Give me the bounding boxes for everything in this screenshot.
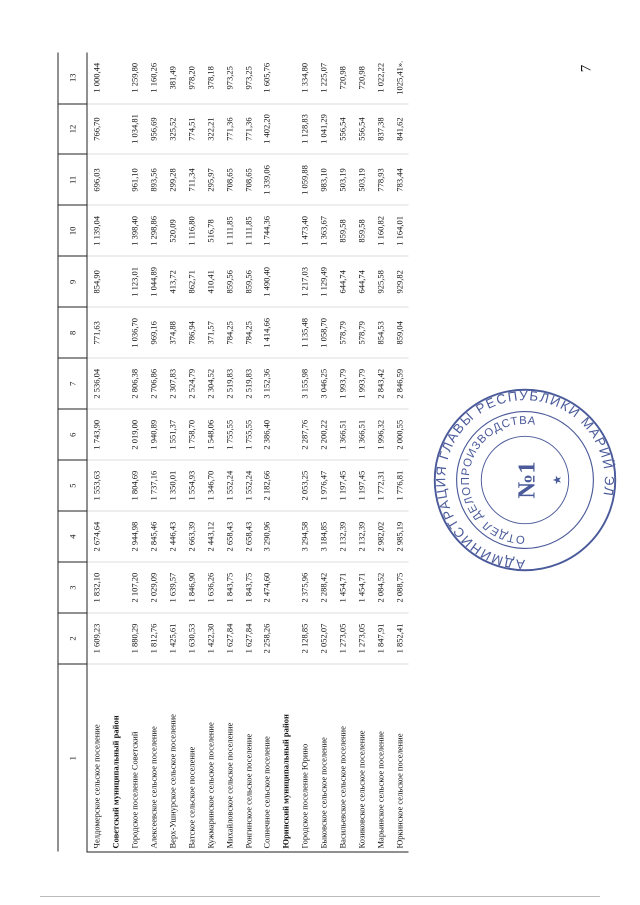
- table-cell: 556,54: [352, 104, 371, 155]
- table-cell: 973,25: [239, 53, 258, 104]
- table-cell: 1 846,90: [182, 562, 201, 613]
- row-label: Марьинское сельское поселение: [371, 664, 390, 852]
- table-cell: 1 273,05: [333, 613, 352, 664]
- table-cell: [276, 256, 295, 307]
- table-cell: 859,04: [390, 307, 409, 358]
- table-cell: 1 034,81: [125, 104, 144, 155]
- table-cell: [106, 460, 125, 511]
- table-cell: 1 940,89: [144, 409, 163, 460]
- row-label: Юркинское сельское поселение: [390, 664, 409, 852]
- table-cell: [276, 460, 295, 511]
- district-header-row: [106, 53, 125, 853]
- table-cell: [106, 409, 125, 460]
- table-cell: 520,09: [163, 205, 182, 256]
- table-cell: [276, 154, 295, 205]
- table-cell: 1 755,55: [220, 409, 239, 460]
- table-cell: 2 674,64: [87, 511, 106, 562]
- table-cell: 778,93: [371, 154, 390, 205]
- column-header-row: [58, 53, 87, 853]
- table-cell: 1 044,89: [144, 256, 163, 307]
- table-cell: 322,21: [201, 104, 220, 155]
- table-cell: 774,51: [182, 104, 201, 155]
- table-cell: 2 107,20: [125, 562, 144, 613]
- table-cell: 3 046,25: [314, 358, 333, 409]
- table-cell: 2 088,75: [390, 562, 409, 613]
- table-row: [163, 53, 182, 853]
- stamp-outer-text: АДМИНИСТРАЦИЯ ГЛАВЫ РЕСПУБЛИКИ МАРИЙ ЭЛ: [433, 388, 617, 572]
- table-cell: 1 164,01: [390, 205, 409, 256]
- table-cell: 516,78: [201, 205, 220, 256]
- table-cell: 1 812,76: [144, 613, 163, 664]
- data-table: [58, 53, 409, 853]
- table-cell: 1 363,67: [314, 205, 333, 256]
- table-row: [314, 53, 333, 853]
- table-cell: 973,25: [220, 53, 239, 104]
- table-cell: 644,74: [352, 256, 371, 307]
- table-cell: 1 755,55: [239, 409, 258, 460]
- table-cell: 1 627,84: [220, 613, 239, 664]
- table-cell: [106, 358, 125, 409]
- row-label: Кужмаринское сельское поселение: [201, 664, 220, 852]
- table-cell: 1 366,51: [333, 409, 352, 460]
- table-cell: 1 123,01: [125, 256, 144, 307]
- stamp-inner-text: ОТДЕЛ ДЕЛОПРОИЗВОДСТВА: [459, 414, 537, 546]
- table-cell: 2 132,39: [352, 511, 371, 562]
- table-cell: [276, 53, 295, 104]
- table-cell: [106, 562, 125, 613]
- table-cell: 2 536,04: [87, 358, 106, 409]
- table-cell: 1 551,37: [163, 409, 182, 460]
- table-cell: 711,34: [182, 154, 201, 205]
- table-cell: 893,56: [144, 154, 163, 205]
- column-header: 4: [58, 511, 87, 562]
- table-cell: 1 022,22: [371, 53, 390, 104]
- table-cell: [276, 358, 295, 409]
- row-label: Городское поселение Юрино: [295, 664, 314, 852]
- table-cell: 2 304,52: [201, 358, 220, 409]
- table-cell: [106, 511, 125, 562]
- table-cell: 1 454,71: [333, 562, 352, 613]
- table-cell: 2 443,12: [201, 511, 220, 562]
- table-cell: 1 627,84: [239, 613, 258, 664]
- table-cell: 1 552,24: [239, 460, 258, 511]
- table-cell: 556,54: [333, 104, 352, 155]
- table-cell: 1 473,40: [295, 205, 314, 256]
- table-cell: 720,98: [352, 53, 371, 104]
- table-cell: 859,58: [352, 205, 371, 256]
- row-label: Ватское сельское поселение: [182, 664, 201, 852]
- table-cell: 2 287,76: [295, 409, 314, 460]
- table-cell: 2 474,60: [258, 562, 277, 613]
- table-cell: 1 758,70: [182, 409, 201, 460]
- table-cell: 578,79: [333, 307, 352, 358]
- table-cell: 2 519,83: [239, 358, 258, 409]
- table-cell: 956,69: [144, 104, 163, 155]
- table-cell: [276, 562, 295, 613]
- table-cell: 2 000,55: [390, 409, 409, 460]
- table-cell: 859,58: [333, 205, 352, 256]
- table-cell: 374,88: [163, 307, 182, 358]
- table-cell: 1 548,06: [201, 409, 220, 460]
- table-cell: 1 743,90: [87, 409, 106, 460]
- table-cell: 1 772,31: [371, 460, 390, 511]
- table-cell: 3 184,85: [314, 511, 333, 562]
- table-cell: [276, 613, 295, 664]
- table-cell: 2 658,43: [239, 511, 258, 562]
- table-cell: 3 155,98: [295, 358, 314, 409]
- table-cell: 1 880,29: [125, 613, 144, 664]
- table-cell: 1 993,79: [333, 358, 352, 409]
- table-cell: 978,20: [182, 53, 201, 104]
- table-cell: 1 425,61: [163, 613, 182, 664]
- table-cell: 1 111,85: [239, 205, 258, 256]
- table-cell: 786,94: [182, 307, 201, 358]
- table-row: [201, 53, 220, 853]
- table-cell: 1 225,07: [314, 53, 333, 104]
- table-cell: 771,36: [220, 104, 239, 155]
- table-cell: 1 217,03: [295, 256, 314, 307]
- table-cell: 410,41: [201, 256, 220, 307]
- table-cell: 1 553,63: [87, 460, 106, 511]
- table-cell: 1 414,66: [258, 307, 277, 358]
- table-cell: 2 663,39: [182, 511, 201, 562]
- column-header: 1: [58, 664, 87, 852]
- table-cell: [276, 511, 295, 562]
- table-cell: 862,71: [182, 256, 201, 307]
- table-cell: [106, 307, 125, 358]
- table-cell: 2 128,85: [295, 613, 314, 664]
- table-cell: 1 422,30: [201, 613, 220, 664]
- table-cell: [106, 205, 125, 256]
- table-cell: 3 294,58: [295, 511, 314, 562]
- table-cell: 1 630,53: [182, 613, 201, 664]
- table-cell: 299,28: [163, 154, 182, 205]
- official-stamp: [430, 385, 620, 575]
- table-cell: 1 402,20: [258, 104, 277, 155]
- table-cell: 1 554,93: [182, 460, 201, 511]
- column-header: 2: [58, 613, 87, 664]
- district-header-row: [276, 53, 295, 853]
- table-cell: 766,70: [87, 104, 106, 155]
- table-cell: 708,65: [239, 154, 258, 205]
- table-cell: 854,53: [371, 307, 390, 358]
- table-cell: 1 737,16: [144, 460, 163, 511]
- table-cell: 783,44: [390, 154, 409, 205]
- table-cell: 2 258,26: [258, 613, 277, 664]
- table-cell: 1 852,41: [390, 613, 409, 664]
- table-cell: 2 182,66: [258, 460, 277, 511]
- table-cell: 1025,41».: [390, 53, 409, 104]
- table-cell: 1 135,48: [295, 307, 314, 358]
- table-cell: 771,63: [87, 307, 106, 358]
- table-cell: 503,19: [352, 154, 371, 205]
- table-cell: 2 519,83: [220, 358, 239, 409]
- table-cell: 1 609,23: [87, 613, 106, 664]
- table-cell: 2 658,43: [220, 511, 239, 562]
- table-cell: 1 847,91: [371, 613, 390, 664]
- table-cell: 837,38: [371, 104, 390, 155]
- column-header: 6: [58, 409, 87, 460]
- table-row: [239, 53, 258, 853]
- table-row: [182, 53, 201, 853]
- row-label: Челдомерское сельское поселение: [87, 664, 106, 852]
- table-cell: 1 366,51: [352, 409, 371, 460]
- table-cell: 771,36: [239, 104, 258, 155]
- row-label: Солнечное сельское поселение: [258, 664, 277, 852]
- table-cell: [106, 613, 125, 664]
- table-cell: 1 832,10: [87, 562, 106, 613]
- table-cell: 1 197,45: [352, 460, 371, 511]
- table-cell: 1 160,82: [371, 205, 390, 256]
- table-cell: 1 160,26: [144, 53, 163, 104]
- table-cell: 1 843,75: [239, 562, 258, 613]
- table-cell: 378,18: [201, 53, 220, 104]
- row-label: Верх-Ушнурское сельское поселение: [163, 664, 182, 852]
- table-cell: 2 524,79: [182, 358, 201, 409]
- table-row: [220, 53, 239, 853]
- table-cell: 2 846,59: [390, 358, 409, 409]
- table-cell: 2 706,86: [144, 358, 163, 409]
- column-header: 13: [58, 53, 87, 104]
- table-cell: 2 052,07: [314, 613, 333, 664]
- table-cell: 1 111,85: [220, 205, 239, 256]
- table-cell: 2 944,98: [125, 511, 144, 562]
- row-label: Юринский муниципальный район: [276, 664, 295, 852]
- table-cell: 841,62: [390, 104, 409, 155]
- table-cell: 961,10: [125, 154, 144, 205]
- table-cell: 2 200,22: [314, 409, 333, 460]
- table-cell: 1 139,04: [87, 205, 106, 256]
- table-cell: 2 446,43: [163, 511, 182, 562]
- table-cell: 696,03: [87, 154, 106, 205]
- table-cell: 708,65: [220, 154, 239, 205]
- table-cell: 1 041,29: [314, 104, 333, 155]
- table-cell: 1 334,80: [295, 53, 314, 104]
- row-label: Советский муниципальный район: [106, 664, 125, 852]
- table-cell: 2 375,96: [295, 562, 314, 613]
- table-cell: 2 084,52: [371, 562, 390, 613]
- table-cell: 2 029,09: [144, 562, 163, 613]
- table-row: [144, 53, 163, 853]
- table-cell: 1 490,40: [258, 256, 277, 307]
- table-cell: 1 843,75: [220, 562, 239, 613]
- table-cell: 1 605,76: [258, 53, 277, 104]
- table-cell: 1 059,88: [295, 154, 314, 205]
- table-cell: 1 058,70: [314, 307, 333, 358]
- bottom-rule: [40, 896, 600, 897]
- table-row: [87, 53, 106, 853]
- table-cell: 1 298,86: [144, 205, 163, 256]
- table-cell: 1 346,70: [201, 460, 220, 511]
- table-cell: 859,56: [239, 256, 258, 307]
- row-label: Козиковское сельское поселение: [352, 664, 371, 852]
- row-label: Алексеевское сельское поселение: [144, 664, 163, 852]
- table-cell: 578,79: [352, 307, 371, 358]
- column-header: 8: [58, 307, 87, 358]
- table-cell: 2 845,46: [144, 511, 163, 562]
- table-cell: [106, 256, 125, 307]
- table-cell: 2 806,38: [125, 358, 144, 409]
- table-cell: 1 976,47: [314, 460, 333, 511]
- table-cell: 3 152,36: [258, 358, 277, 409]
- table-cell: 1 398,40: [125, 205, 144, 256]
- table-row: [125, 53, 144, 853]
- table-cell: 2 019,00: [125, 409, 144, 460]
- table-cell: 720,98: [333, 53, 352, 104]
- table-row: [371, 53, 390, 853]
- table-cell: [276, 205, 295, 256]
- column-header: 3: [58, 562, 87, 613]
- table-cell: 1 454,71: [352, 562, 371, 613]
- table-cell: 1 996,32: [371, 409, 390, 460]
- column-header: 9: [58, 256, 87, 307]
- table-cell: [106, 154, 125, 205]
- table-cell: 2 288,42: [314, 562, 333, 613]
- table-cell: 3 290,96: [258, 511, 277, 562]
- table-cell: 1 273,05: [352, 613, 371, 664]
- table-cell: 784,25: [220, 307, 239, 358]
- table-cell: 2 386,40: [258, 409, 277, 460]
- stamp-number: №1: [513, 461, 541, 499]
- table-cell: 2 307,83: [163, 358, 182, 409]
- column-header: 5: [58, 460, 87, 511]
- table-cell: 2 053,25: [295, 460, 314, 511]
- table-cell: 1 128,83: [295, 104, 314, 155]
- table-cell: 859,56: [220, 256, 239, 307]
- table-cell: 1 116,80: [182, 205, 201, 256]
- table-cell: 1 197,45: [333, 460, 352, 511]
- table-cell: 2 985,19: [390, 511, 409, 562]
- table-cell: 295,97: [201, 154, 220, 205]
- table-cell: 1 776,81: [390, 460, 409, 511]
- table-cell: [276, 104, 295, 155]
- table-cell: 969,16: [144, 307, 163, 358]
- table-cell: 1 129,49: [314, 256, 333, 307]
- page-number: 7: [577, 64, 594, 73]
- table-cell: [106, 104, 125, 155]
- table-cell: 784,25: [239, 307, 258, 358]
- table-row: [258, 53, 277, 853]
- table-cell: 1 036,70: [125, 307, 144, 358]
- table-row: [333, 53, 352, 853]
- table-cell: 413,72: [163, 256, 182, 307]
- table-cell: 325,52: [163, 104, 182, 155]
- table-cell: 503,19: [333, 154, 352, 205]
- column-header: 10: [58, 205, 87, 256]
- stamp-star-icon: ★: [552, 474, 565, 486]
- table-cell: 929,82: [390, 256, 409, 307]
- table-cell: 644,74: [333, 256, 352, 307]
- column-header: 12: [58, 104, 87, 155]
- table-cell: 1 639,57: [163, 562, 182, 613]
- row-label: Быковское сельское поселение: [314, 664, 333, 852]
- column-header: 11: [58, 154, 87, 205]
- table-cell: 925,58: [371, 256, 390, 307]
- table-cell: 1 636,26: [201, 562, 220, 613]
- table-cell: [106, 53, 125, 104]
- row-label: Городское поселение Советский: [125, 664, 144, 852]
- table-cell: 381,49: [163, 53, 182, 104]
- table-cell: 1 993,79: [352, 358, 371, 409]
- table-cell: 1 744,36: [258, 205, 277, 256]
- table-cell: 2 982,02: [371, 511, 390, 562]
- row-label: Ронгинское сельское поселение: [239, 664, 258, 852]
- table-cell: [276, 307, 295, 358]
- table-cell: 1 000,44: [87, 53, 106, 104]
- table-row: [390, 53, 409, 853]
- table-cell: [276, 409, 295, 460]
- table-row: [295, 53, 314, 853]
- table-cell: 1 350,01: [163, 460, 182, 511]
- table-cell: 371,57: [201, 307, 220, 358]
- table-cell: 1 259,80: [125, 53, 144, 104]
- row-label: Васильевское сельское поселение: [333, 664, 352, 852]
- table-cell: 2 843,42: [371, 358, 390, 409]
- table-row: [352, 53, 371, 853]
- table-cell: 2 132,39: [333, 511, 352, 562]
- column-header: 7: [58, 358, 87, 409]
- table-cell: 1 552,24: [220, 460, 239, 511]
- table-cell: 854,90: [87, 256, 106, 307]
- table-cell: 983,10: [314, 154, 333, 205]
- table-cell: 1 339,06: [258, 154, 277, 205]
- row-label: Михайловское сельское поселение: [220, 664, 239, 852]
- table-cell: 1 804,69: [125, 460, 144, 511]
